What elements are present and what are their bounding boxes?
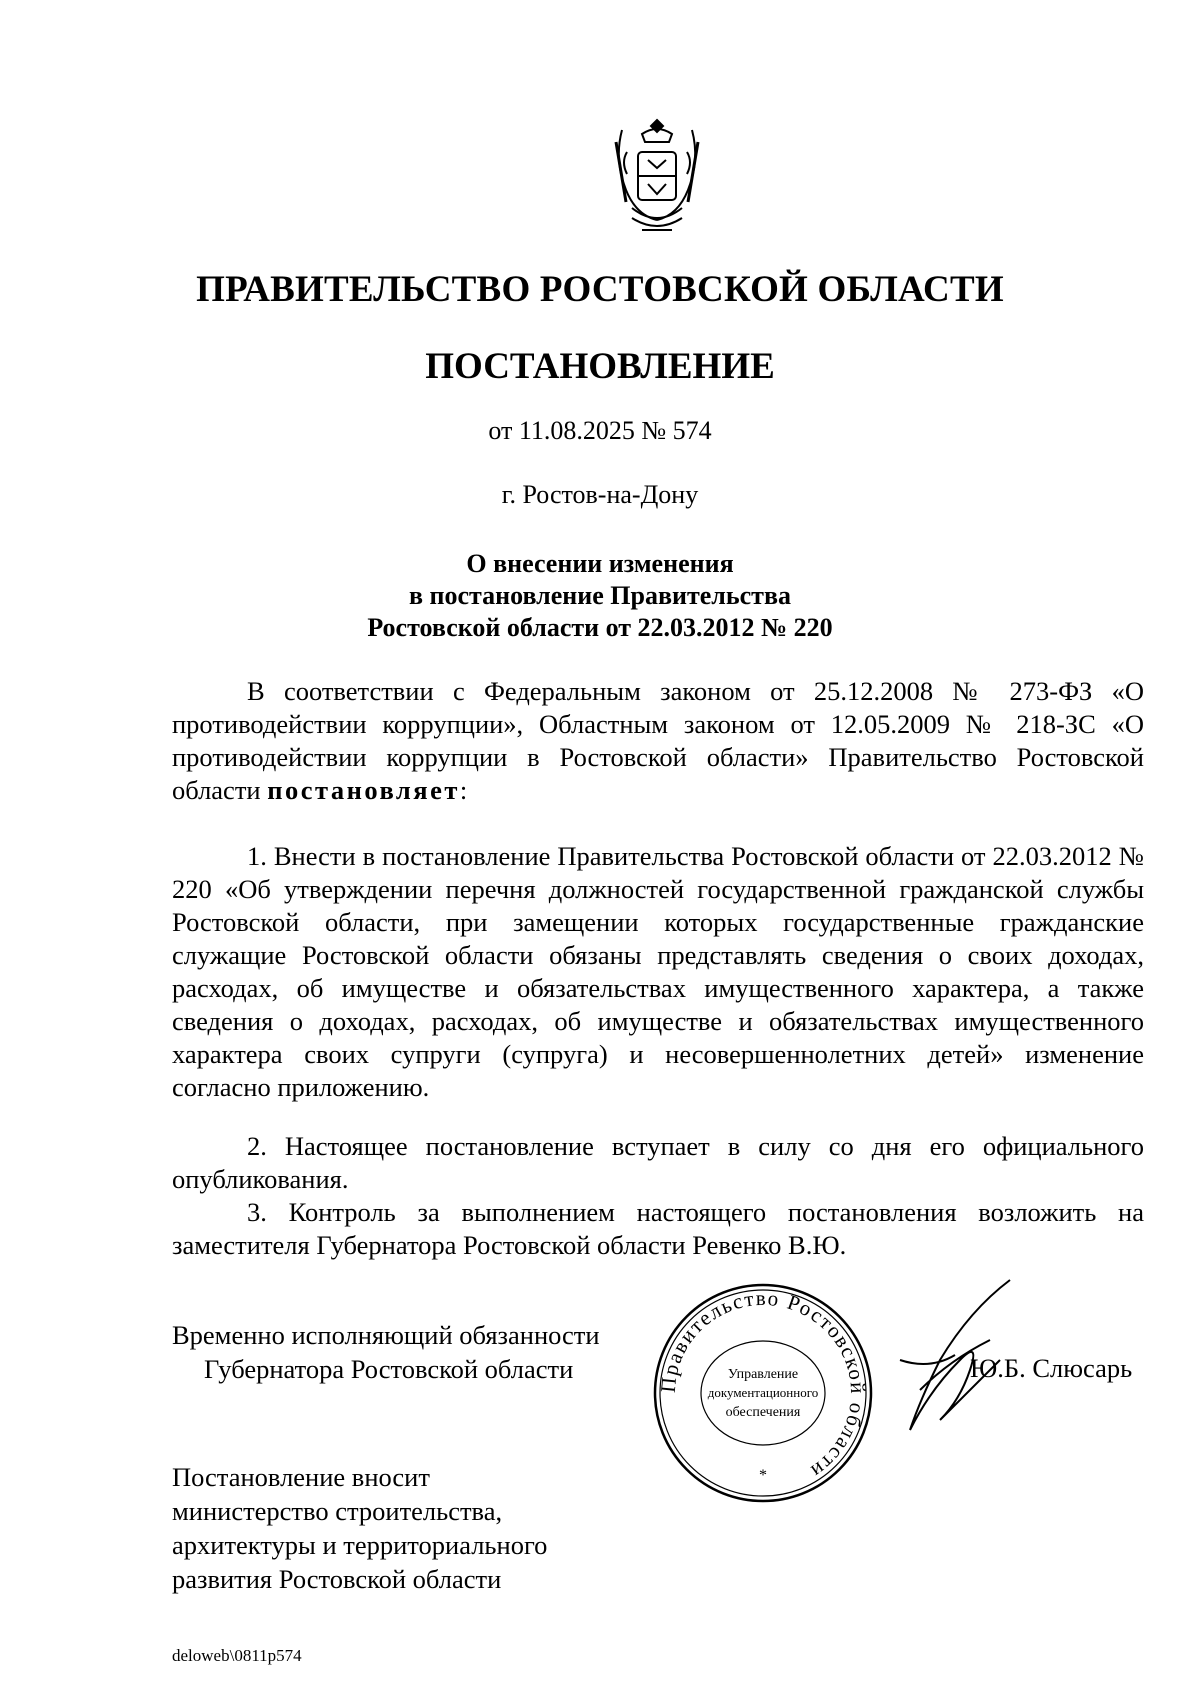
- item-2-text: 2. Настоящее постановление вступает в силу со дня его официального опубликования.: [172, 1131, 1144, 1194]
- seal-center-line-1: Управление: [727, 1367, 799, 1382]
- item-2: [172, 1130, 1144, 1196]
- item-3: [172, 1196, 1144, 1262]
- position-line-2: Губернатора Ростовской области: [204, 1354, 574, 1384]
- item-3-text: 3. Контроль за выполнением настоящего постановления возложить на заместителя Губернатора Ростовской области Ревенко В.Ю.: [172, 1197, 1144, 1260]
- item-1-text: 1. Внести в постановление Правительства Ростовской области от 22.03.2012 № 220 «Об утверждении перечня должностей государственной гражданской службы Ростовской области, при замещении которых государственные гражданские служащие Ростовской области обязаны представлять сведения о своих доходах, расходах, об имуществе и обязательствах имущественного характера, а также сведения о доходах, расходах, об имуществе и обязательствах имущественного характера своих супруги (супруга) и несовершеннолетних детей» изменение согласно приложению.: [172, 841, 1144, 1102]
- official-seal: [652, 1282, 874, 1504]
- seal-center-line-3: обеспечения: [725, 1405, 801, 1420]
- seal-ring-text: Правительство Ростовской области: [655, 1285, 871, 1485]
- subject-line-2: в постановление Правительства: [408, 581, 791, 610]
- introduced-by-line-4: развития Ростовской области: [172, 1564, 502, 1594]
- signatory-name: Ю.Б. Слюсарь: [970, 1353, 1133, 1383]
- preamble-text: В соответствии с Федеральным законом от 25.12.2008 № 273-ФЗ «О противодействии коррупции», Областным законом от 12.05.2009 № 218-ЗС «О противодействии коррупции в Ростовской области» Правительство Ростовской области: [172, 676, 1144, 805]
- subject-heading: [0, 548, 1200, 644]
- date-number: от 11.08.2025 № 574: [488, 416, 712, 445]
- document-type: ПОСТАНОВЛЕНИЕ: [425, 346, 775, 387]
- organization-title: ПРАВИТЕЛЬСТВО РОСТОВСКОЙ ОБЛАСТИ: [196, 269, 1004, 310]
- file-reference: deloweb\0811p574: [172, 1646, 302, 1665]
- introduced-by-line-1: Постановление вносит: [172, 1462, 430, 1492]
- preamble: [172, 675, 1144, 807]
- preamble-keyword: постановляет: [267, 775, 460, 805]
- item-1: [172, 840, 1144, 1104]
- seal-star-icon: *: [759, 1467, 767, 1484]
- position-line-1: Временно исполняющий обязанности: [172, 1320, 600, 1350]
- preamble-tail: :: [459, 775, 468, 805]
- introduced-by: [172, 1460, 547, 1596]
- seal-center-line-2: документационного: [707, 1385, 819, 1400]
- introduced-by-line-3: архитектуры и территориального: [172, 1530, 548, 1560]
- introduced-by-line-2: министерство строительства,: [172, 1496, 503, 1526]
- subject-line-3: Ростовской области от 22.03.2012 № 220: [367, 613, 833, 642]
- city: г. Ростов-на-Дону: [501, 480, 699, 509]
- subject-line-1: О внесении изменения: [466, 549, 734, 578]
- coat-of-arms-icon: [602, 112, 712, 242]
- signatory-position: [172, 1318, 600, 1386]
